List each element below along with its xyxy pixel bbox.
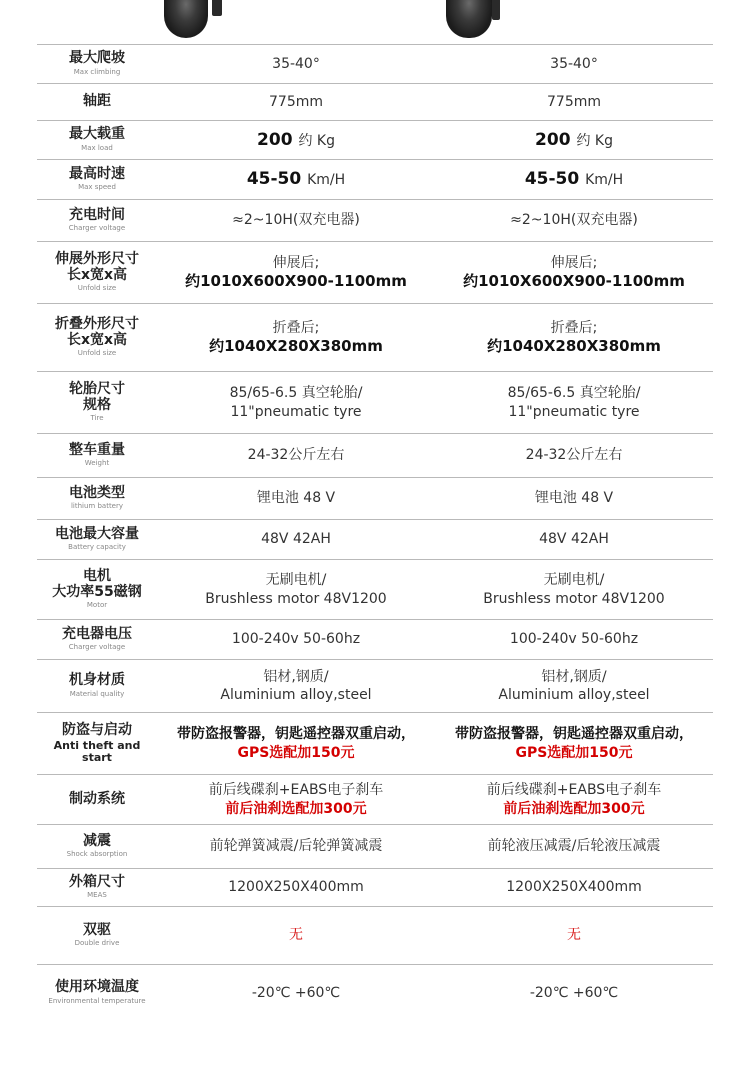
spec-label-en: MEAS xyxy=(87,891,107,900)
spec-value-line: 无刷电机/ xyxy=(265,572,327,589)
spec-label xyxy=(37,478,157,519)
spec-value-bold-line: 带防盗报警器，钥匙遥控器双重启动， xyxy=(455,726,693,743)
spec-value-line: 775mm xyxy=(269,93,323,110)
spec-value-model-1 xyxy=(157,84,435,120)
spec-value-bold-line: 约1010X600X900-1100mm xyxy=(185,271,407,290)
spec-value-model-2 xyxy=(435,660,713,712)
spec-value-bold-line: 带防盗报警器，钥匙遥控器双重启动， xyxy=(177,726,415,743)
spec-label-zh: 最大载重 xyxy=(69,126,125,143)
spec-label-zh: 折叠外形尺寸 xyxy=(55,315,139,332)
spec-value-model-2 xyxy=(435,84,713,120)
spec-value-line: 48V 42AH xyxy=(539,531,609,548)
spec-value-model-1 xyxy=(157,560,435,619)
spec-value-option-note: 前后油刹选配加300元 xyxy=(225,800,367,817)
spec-value-line: Aluminium alloy,steel xyxy=(220,687,372,703)
spec-value-model-2 xyxy=(435,478,713,519)
spec-value-model-2 xyxy=(435,869,713,906)
spec-value-line: 100-240v 50-60hz xyxy=(509,631,639,648)
spec-value-line: 24-32公斤左右 xyxy=(247,447,345,464)
spec-label-zh: 机身材质 xyxy=(69,672,125,689)
spec-value-line: 铝材,钢质/ xyxy=(541,668,607,685)
spec-label-zh: 电池最大容量 xyxy=(55,525,139,542)
spec-value-model-2 xyxy=(435,775,713,824)
spec-value-number: 45-50 xyxy=(524,169,586,190)
spec-value-unit: Km/H xyxy=(585,172,624,189)
spec-label-en: Max load xyxy=(81,143,113,152)
spec-label xyxy=(37,121,157,159)
spec-value-model-1 xyxy=(157,242,435,303)
spec-value-line: ≈2~10H(双充电器) xyxy=(232,212,360,229)
spec-value-line: ≈2~10H(双充电器) xyxy=(510,212,638,229)
spec-value-option-note: GPS选配加150元 xyxy=(515,744,633,761)
spec-value-line: 折叠后; xyxy=(272,319,320,336)
spec-value-number: 200 xyxy=(257,129,299,150)
spec-label-en: Unfold size xyxy=(77,284,117,293)
spec-value-line: 锂电池 48 V xyxy=(256,490,336,507)
spec-value-line: 前轮弹簧减震/后轮弹簧减震 xyxy=(209,838,383,855)
spec-value-model-2 xyxy=(435,520,713,559)
spec-value-model-1 xyxy=(157,520,435,559)
spec-value-line: 伸展后; xyxy=(550,254,598,271)
spec-value-bold-line: 约1010X600X900-1100mm xyxy=(463,271,685,290)
spec-label xyxy=(37,84,157,120)
spec-value-model-1 xyxy=(157,907,435,964)
spec-table xyxy=(37,44,713,1021)
spec-value-model-2 xyxy=(435,121,713,159)
spec-label-en: Battery capacity xyxy=(68,543,126,552)
spec-label-en: Shock absorption xyxy=(66,850,128,859)
spec-label-en: Double drive xyxy=(74,939,120,948)
spec-label xyxy=(37,304,157,371)
spec-label-zh: 制动系统 xyxy=(69,790,125,807)
spec-label-en: Motor xyxy=(86,601,108,610)
spec-value-line: 前后线碟刹+EABS电子刹车 xyxy=(208,782,384,799)
spec-value-option-note: 前后油刹选配加300元 xyxy=(503,800,645,817)
spec-value-unit: 约 Kg xyxy=(576,132,613,149)
spec-value-model-1 xyxy=(157,121,435,159)
spec-row-antitheft xyxy=(37,713,713,775)
spec-label xyxy=(37,965,157,1021)
spec-value-model-1 xyxy=(157,372,435,433)
spec-value-model-1 xyxy=(157,869,435,906)
spec-label xyxy=(37,869,157,906)
spec-label xyxy=(37,713,157,774)
spec-label-en: Unfold size xyxy=(77,349,117,358)
spec-row-meas xyxy=(37,869,713,907)
spec-value-line: -20℃ +60℃ xyxy=(529,984,619,1001)
spec-label-zh: 整车重量 xyxy=(69,441,125,458)
spec-value-model-2 xyxy=(435,825,713,868)
spec-row-dual xyxy=(37,907,713,965)
spec-value-line: Brushless motor 48V1200 xyxy=(483,590,665,607)
spec-value-model-2 xyxy=(435,560,713,619)
spec-value-number: 45-50 xyxy=(246,169,308,190)
spec-label xyxy=(37,907,157,964)
spec-value-model-1 xyxy=(157,965,435,1021)
spec-label-zh: 减震 xyxy=(83,832,111,849)
spec-value-line: 1200X250X400mm xyxy=(506,879,642,896)
spec-value-line: 无刷电机/ xyxy=(543,572,605,589)
spec-value-none: 无 xyxy=(567,927,581,944)
spec-value-model-1 xyxy=(157,775,435,824)
scooter-wheel-right-image xyxy=(446,0,492,38)
spec-value-line: 1200X250X400mm xyxy=(228,879,364,896)
spec-value-line: 伸展后; xyxy=(272,254,320,271)
spec-row-unfold xyxy=(37,242,713,304)
spec-value-line: 775mm xyxy=(547,93,601,110)
spec-label-zh: 轴距 xyxy=(83,93,111,110)
spec-label-en: Material quality xyxy=(69,689,125,698)
spec-label-en: Tire xyxy=(90,414,104,423)
spec-value-model-2 xyxy=(435,713,713,774)
spec-row-capacity xyxy=(37,520,713,560)
spec-value-line: 35-40° xyxy=(550,55,598,72)
spec-label xyxy=(37,560,157,619)
spec-label xyxy=(37,45,157,83)
spec-value-line: 铝材,钢质/ xyxy=(263,668,329,685)
spec-row-battery xyxy=(37,478,713,520)
spec-row-tire xyxy=(37,372,713,434)
spec-row-charge xyxy=(37,200,713,242)
spec-label xyxy=(37,160,157,199)
spec-label-zh: 防盗与启动 xyxy=(62,722,132,739)
spec-value-model-2 xyxy=(435,200,713,241)
spec-row-weight xyxy=(37,434,713,478)
spec-value-line: 锂电池 48 V xyxy=(534,490,614,507)
spec-value-model-2 xyxy=(435,160,713,199)
spec-label-zh: 使用环境温度 xyxy=(55,979,139,996)
spec-label-en: Max climbing xyxy=(73,67,121,76)
spec-value-model-2 xyxy=(435,907,713,964)
spec-label-zh: 充电器电压 xyxy=(62,625,132,642)
spec-value-model-1 xyxy=(157,620,435,659)
spec-label-en: Charger voltage xyxy=(68,224,126,233)
spec-value-line: 11"pneumatic tyre xyxy=(230,403,362,420)
scooter-wheel-left-image xyxy=(164,0,208,38)
spec-label-en: Weight xyxy=(84,459,110,468)
spec-value-model-2 xyxy=(435,304,713,371)
spec-value-line: 11"pneumatic tyre xyxy=(508,403,640,420)
spec-value-line: 35-40° xyxy=(272,55,320,72)
spec-label xyxy=(37,242,157,303)
spec-value-model-1 xyxy=(157,825,435,868)
spec-row-load xyxy=(37,121,713,160)
spec-row-charger xyxy=(37,620,713,660)
spec-label xyxy=(37,200,157,241)
spec-row-shock xyxy=(37,825,713,869)
spec-label-en: Max speed xyxy=(78,183,116,192)
spec-label-zh: 最高时速 xyxy=(69,165,125,182)
spec-value-line: 48V 42AH xyxy=(261,531,331,548)
spec-label-zh: 外箱尺寸 xyxy=(69,873,125,890)
spec-value-unit: 约 Kg xyxy=(298,132,335,149)
spec-value-line: -20℃ +60℃ xyxy=(251,984,341,1001)
spec-label xyxy=(37,825,157,868)
spec-label-zh: 规格 xyxy=(83,396,111,413)
spec-label-en: Environmental temperature xyxy=(48,996,146,1005)
spec-label-zh: 电池类型 xyxy=(69,484,125,501)
spec-value-line: 折叠后; xyxy=(550,319,598,336)
spec-value-model-1 xyxy=(157,200,435,241)
spec-value-model-1 xyxy=(157,45,435,83)
spec-row-wheelbase xyxy=(37,84,713,121)
spec-label xyxy=(37,434,157,477)
spec-row-motor xyxy=(37,560,713,620)
spec-label-en: lithium battery xyxy=(70,502,124,511)
spec-row-speed xyxy=(37,160,713,200)
spec-row-climb xyxy=(37,44,713,84)
spec-label xyxy=(37,660,157,712)
spec-value-number: 200 xyxy=(535,129,577,150)
spec-value-line: 24-32公斤左右 xyxy=(525,447,623,464)
spec-label-zh: 最大爬坡 xyxy=(69,50,125,67)
spec-row-brake xyxy=(37,775,713,825)
spec-row-material xyxy=(37,660,713,713)
spec-value-line: Aluminium alloy,steel xyxy=(498,687,650,703)
spec-label-zh: 伸展外形尺寸 xyxy=(55,250,139,267)
spec-value-model-2 xyxy=(435,620,713,659)
spec-value-model-1 xyxy=(157,160,435,199)
spec-label-zh: 轮胎尺寸 xyxy=(69,380,125,397)
spec-value-unit: Km/H xyxy=(307,172,346,189)
spec-value-bold-line: 约1040X280X380mm xyxy=(209,336,383,355)
spec-value-model-2 xyxy=(435,372,713,433)
spec-label-en: Charger voltage xyxy=(68,643,126,652)
spec-value-line: 前轮液压减震/后轮液压减震 xyxy=(487,838,661,855)
spec-value-line: Brushless motor 48V1200 xyxy=(205,590,387,607)
spec-value-line: 100-240v 50-60hz xyxy=(231,631,361,648)
spec-value-model-1 xyxy=(157,478,435,519)
spec-label-zh: 大功率55磁钢 xyxy=(52,583,142,600)
spec-row-temp xyxy=(37,965,713,1021)
spec-value-model-2 xyxy=(435,242,713,303)
spec-row-fold xyxy=(37,304,713,372)
spec-value-model-2 xyxy=(435,965,713,1021)
spec-label-zh: 长x宽x高 xyxy=(66,266,128,283)
spec-label-zh: 充电时间 xyxy=(69,206,125,223)
spec-value-option-note: GPS选配加150元 xyxy=(237,744,355,761)
spec-value-line: 前后线碟刹+EABS电子刹车 xyxy=(486,782,662,799)
spec-value-model-2 xyxy=(435,434,713,477)
spec-label xyxy=(37,520,157,559)
spec-label xyxy=(37,620,157,659)
spec-value-model-1 xyxy=(157,434,435,477)
spec-value-model-1 xyxy=(157,304,435,371)
spec-label-zh: 双驱 xyxy=(83,921,111,938)
spec-value-bold-line: 约1040X280X380mm xyxy=(487,336,661,355)
spec-label-en: Anti theft and start xyxy=(53,738,141,764)
spec-label xyxy=(37,372,157,433)
spec-label-zh: 电机 xyxy=(83,567,111,584)
spec-value-line: 85/65-6.5 真空轮胎/ xyxy=(229,385,363,402)
spec-label-zh: 长x宽x高 xyxy=(66,331,128,348)
spec-value-none: 无 xyxy=(289,927,303,944)
spec-value-model-1 xyxy=(157,660,435,712)
spec-value-model-2 xyxy=(435,45,713,83)
spec-value-line: 85/65-6.5 真空轮胎/ xyxy=(507,385,641,402)
spec-label xyxy=(37,775,157,824)
spec-value-model-1 xyxy=(157,713,435,774)
